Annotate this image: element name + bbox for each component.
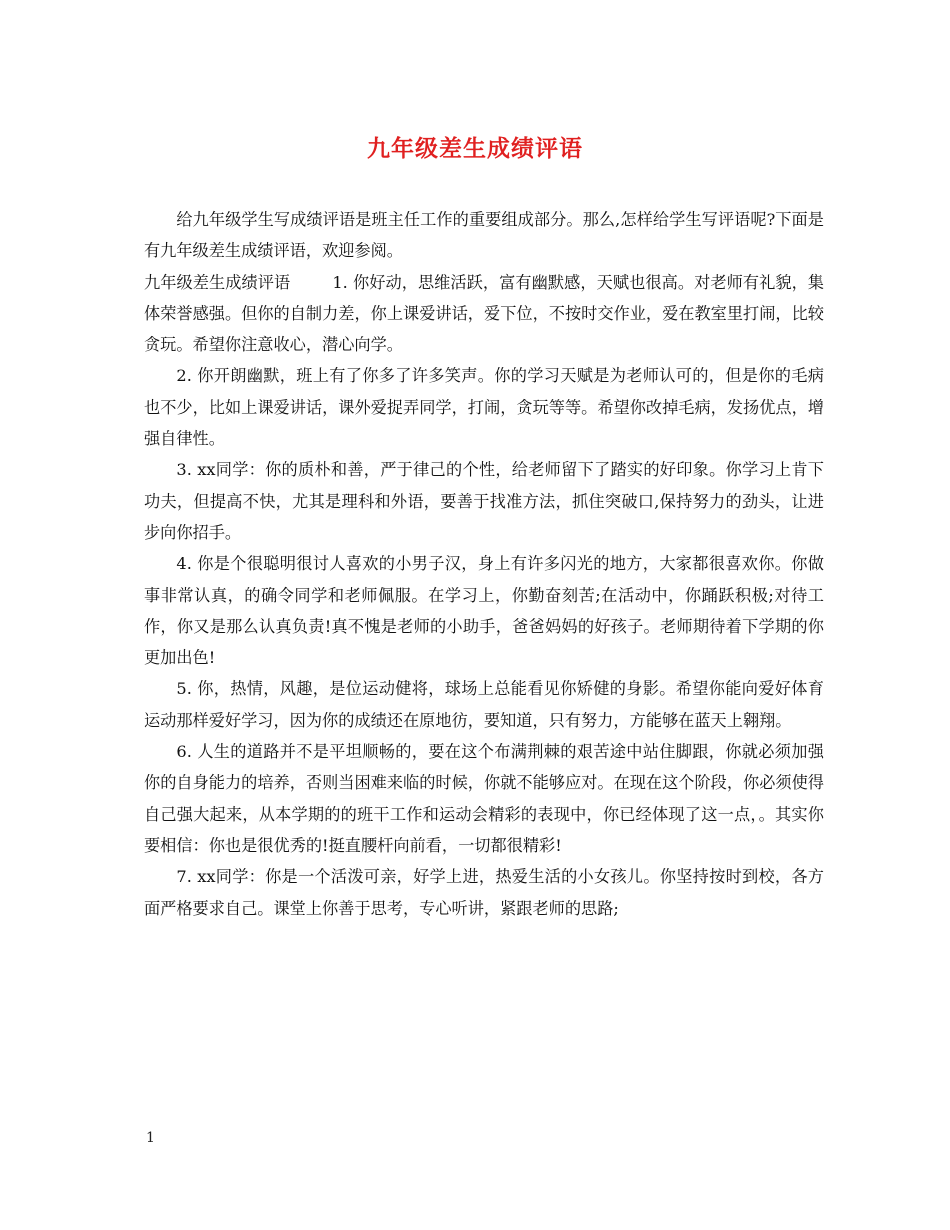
comment-item-3: 3. xx同学：你的质朴和善，严于律己的个性，给老师留下了踏实的好印象。你学习上肯下功夫，但提高不快，尤其是理科和外语，要善于找准方法，抓住突破口,保持努力的劲头，让进步向你招手。 bbox=[144, 460, 824, 542]
document-title: 九年级差生成绩评语 bbox=[367, 135, 583, 162]
intro-paragraph: 给九年级学生写成绩评语是班主任工作的重要组成部分。那么,怎样给学生写评语呢?下面是有九年级差生成绩评语，欢迎参阅。 bbox=[144, 210, 824, 261]
comment-item-7: 7. xx同学：你是一个活泼可亲，好学上进，热爱生活的小女孩儿。你坚持按时到校，各方面严格要求自己。课堂上你善于思考，专心听讲，紧跟老师的思路; bbox=[144, 867, 824, 918]
document-body bbox=[144, 204, 824, 924]
comment-item-2: 2. 你开朗幽默，班上有了你多了许多笑声。你的学习天赋是为老师认可的，但是你的毛病也不少，比如上课爱讲话，课外爱捉弄同学，打闹，贪玩等等。希望你改掉毛病，发扬优点，增强自律性。 bbox=[144, 366, 824, 449]
comment-item-1: 1. 你好动，思维活跃，富有幽默感，天赋也很高。对老师有礼貌，集体荣誉感强。但你的自制力差，你上课爱讲话，爱下位，不按时交作业，爱在教室里打闹，比较贪玩。希望你注意收心，潜心向学。 bbox=[144, 272, 824, 355]
first-item-paragraph bbox=[144, 267, 824, 361]
comment-item-4: 4. 你是个很聪明很讨人喜欢的小男子汉，身上有许多闪光的地方，大家都很喜欢你。你做事非常认真，的确令同学和老师佩服。在学习上，你勤奋刻苦;在活动中，你踊跃积极;对待工作，你又是那么认真负责!真不愧是老师的小助手，爸爸妈妈的好孩子。老师期待着下学期的你更加出色! bbox=[144, 554, 824, 668]
comment-item-6: 6. 人生的道路并不是平坦顺畅的，要在这个布满荆棘的艰苦途中站住脚跟，你就必须加强你的自身能力的培养，否则当困难来临的时候，你就不能够应对。在现在这个阶段，你必须使得自己强大起来，从本学期的的班干工作和运动会精彩的表现中，你已经体现了这一点，。其实你要相信：你也是很优秀的!挺直腰杆向前看，一切都很精彩! bbox=[144, 742, 824, 855]
comment-item-5: 5. 你，热情，风趣，是位运动健将，球场上总能看见你矫健的身影。希望你能向爱好体育运动那样爱好学习，因为你的成绩还在原地彷，要知道，只有努力，方能够在蓝天上翱翔。 bbox=[144, 679, 824, 730]
page-number: 1 bbox=[146, 1130, 155, 1146]
section-heading: 九年级差生成绩评语 bbox=[144, 272, 291, 292]
